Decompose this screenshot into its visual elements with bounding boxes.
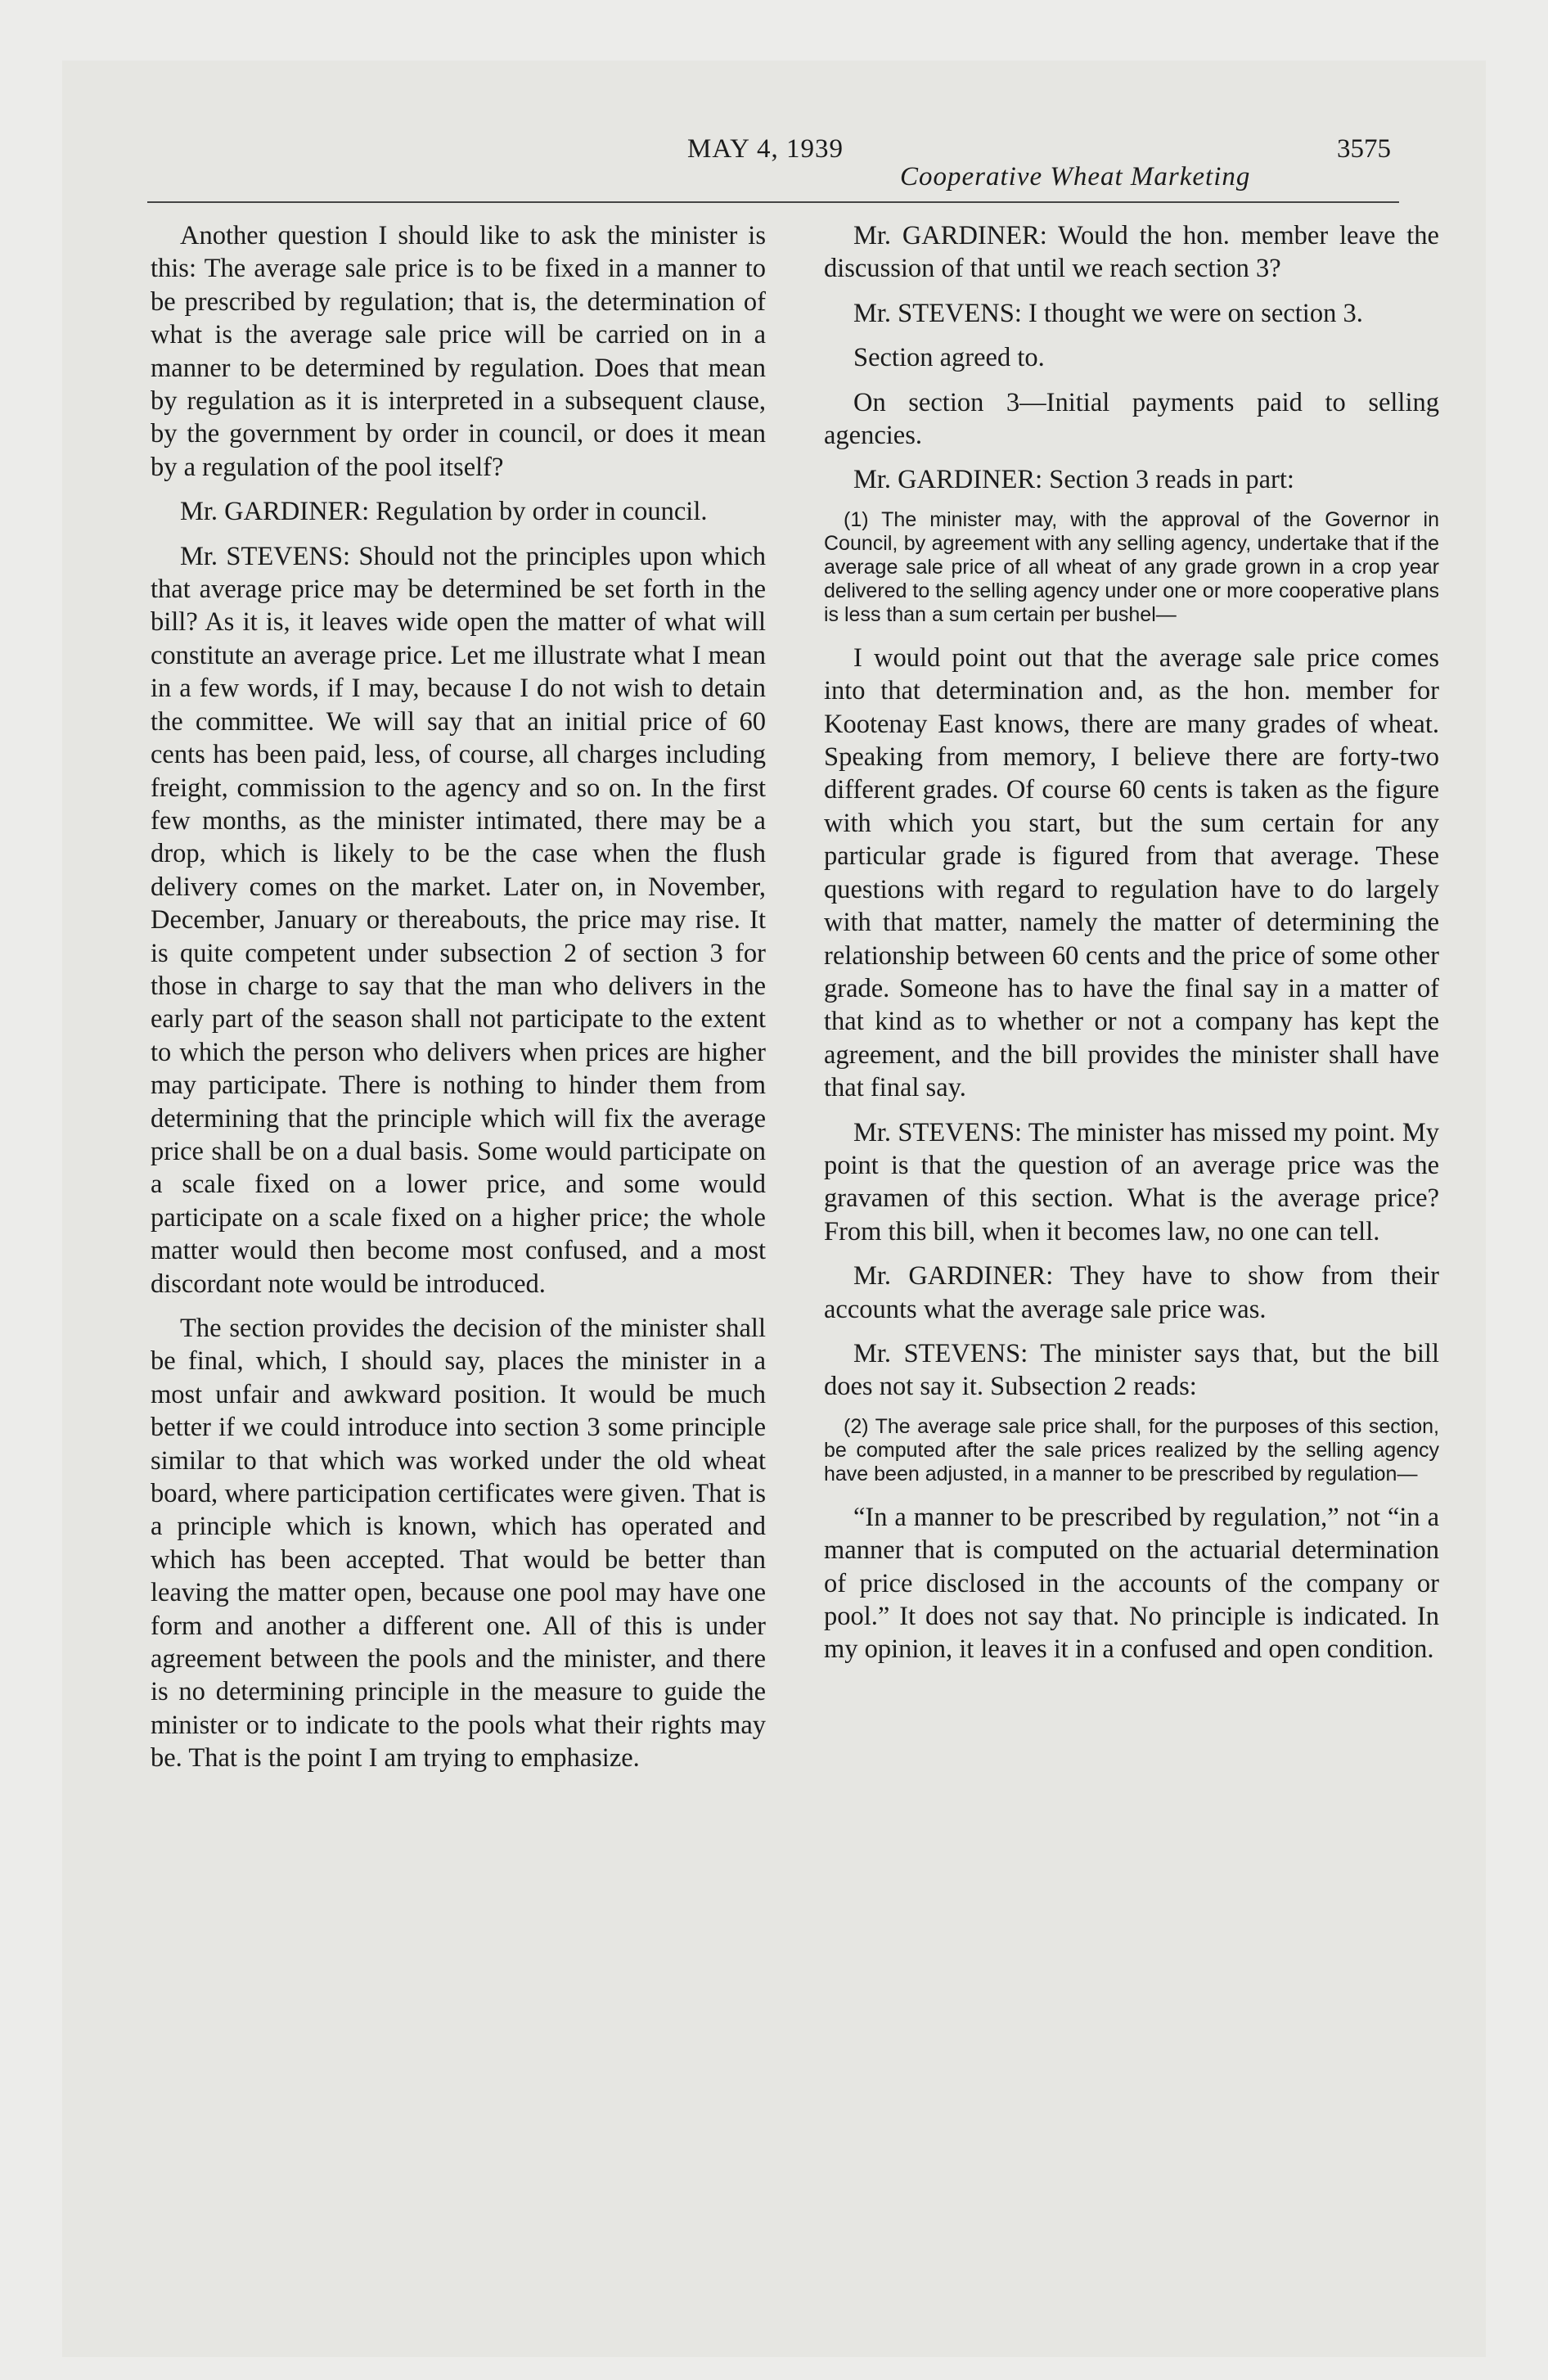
paragraph: Mr. GARDINER: Regulation by order in council. xyxy=(180,497,708,527)
paragraph: “In a manner to be prescribed by regulation,” not “in a manner that is computed on the actuarial determination of price disclosed in the accounts of the company or pool.” It does not say that. No principle is indicated. In my opinion, it leaves it in a confused and open condition. xyxy=(824,1502,1439,1665)
right-column xyxy=(824,219,1439,1678)
paragraph: I would point out that the average sale price comes into that determination and, as the hon. member for Kootenay East knows, there are many grades of wheat. Speaking from memory, I believe there are forty-two different grades. Of course 60 cents is taken as the figure with which you start, but the sum certain for any particular grade is figured from that average. These questions with regard to regulation have to do largely with that matter, namely the matter of determining the relationship between 60 cents and the price of some other grade. Someone has to have the final say in a matter of that kind as to whether or not a company has kept the agreement, and the bill provides the minister shall have that final say. xyxy=(824,642,1439,1103)
paragraph: Mr. GARDINER: Would the hon. member leave the discussion of that until we reach section 3? xyxy=(824,221,1439,284)
paragraph: Mr. STEVENS: Should not the principles upon which that average price may be determined be set forth in the bill? As it is, it leaves wide open the matter of what will constitute an average price. Let me illustrate what I mean in a few words, if I may, because I do not wish to detain the committee. We will say that an initial price of 60 cents has been paid, less, of course, all charges including freight, commission to the agency and so on. In the first few months, as the minister intimated, there may be a drop, which is likely to be the case when the flush delivery comes on the market. Later on, in November, December, January or thereabouts, the price may rise. It is quite competent under subsection 2 of section 3 for those in charge to say that the man who delivers in the early part of the season shall not participate to the extent to which the person who delivers when prices are higher may participate. There is nothing to hinder them from determining that the principle which will fix the average price shall be on a dual basis. Some would participate on a scale fixed on a lower price, and some would participate on a scale fixed on a higher price; the whole matter would then become most confused, and a most discordant note would be introduced. xyxy=(151,541,766,1299)
running-title: Cooperative Wheat Marketing xyxy=(900,162,1251,192)
header-rule xyxy=(147,201,1399,203)
page-header xyxy=(147,123,1399,205)
paragraph: Mr. STEVENS: The minister has missed my point. My point is that the question of an average price was the gravamen of this section. What is the average price? From this bill, when it becomes law, no one can tell. xyxy=(824,1117,1439,1246)
paragraph: On section 3—Initial payments paid to selling agencies. xyxy=(824,387,1439,451)
left-column xyxy=(151,219,766,1787)
header-date: MAY 4, 1939 xyxy=(687,134,844,164)
paragraph: Section agreed to. xyxy=(853,343,1045,373)
quoted-subsection-2: (2) The average sale price shall, for the purposes of this section, be computed after the sale prices realized by the selling agency have been adjusted, in a manner to be prescribed by regulation— xyxy=(824,1414,1439,1485)
paragraph: The section provides the decision of the minister shall be final, which, I should say, places the minister in a most unfair and awkward position. It would be much better if we could introduce into section 3 some principle similar to that which was worked under the old wheat board, where participation certificates were given. That is a principle which is known, which has operated and which has been accepted. That would be better than leaving the matter open, because one pool may have one form and another a different one. All of this is under agreement between the pools and the minister, and there is no determining principle in the measure to guide the minister or to indicate to the pools what their rights may be. That is the point I am trying to emphasize. xyxy=(151,1314,766,1774)
paragraph: Mr. GARDINER: They have to show from their accounts what the average sale price was. xyxy=(824,1261,1439,1324)
paragraph: Mr. GARDINER: Section 3 reads in part: xyxy=(853,465,1294,495)
paragraph: Mr. STEVENS: I thought we were on section 3. xyxy=(853,298,1363,328)
quoted-subsection-1: (1) The minister may, with the approval of the Governor in Council, by agreement with any selling agency, undertake that if the average sale price of all wheat of any grade grown in a crop year delivered to the selling agency under one or more cooperative plans is less than a sum certain per bushel— xyxy=(824,507,1439,626)
paragraph: Mr. STEVENS: The minister says that, but the bill does not say it. Subsection 2 reads: xyxy=(824,1338,1439,1402)
page-number: 3575 xyxy=(1337,134,1391,164)
paragraph: Another question I should like to ask the minister is this: The average sale price is to be fixed in a manner to be prescribed by regulation; that is, the determination of what is the average sale price will be carried on in a manner to be determined by regulation. Does that mean by regulation as it is interpreted in a subsequent clause, by the government by order in council, or does it mean by a regulation of the pool itself? xyxy=(151,221,766,482)
